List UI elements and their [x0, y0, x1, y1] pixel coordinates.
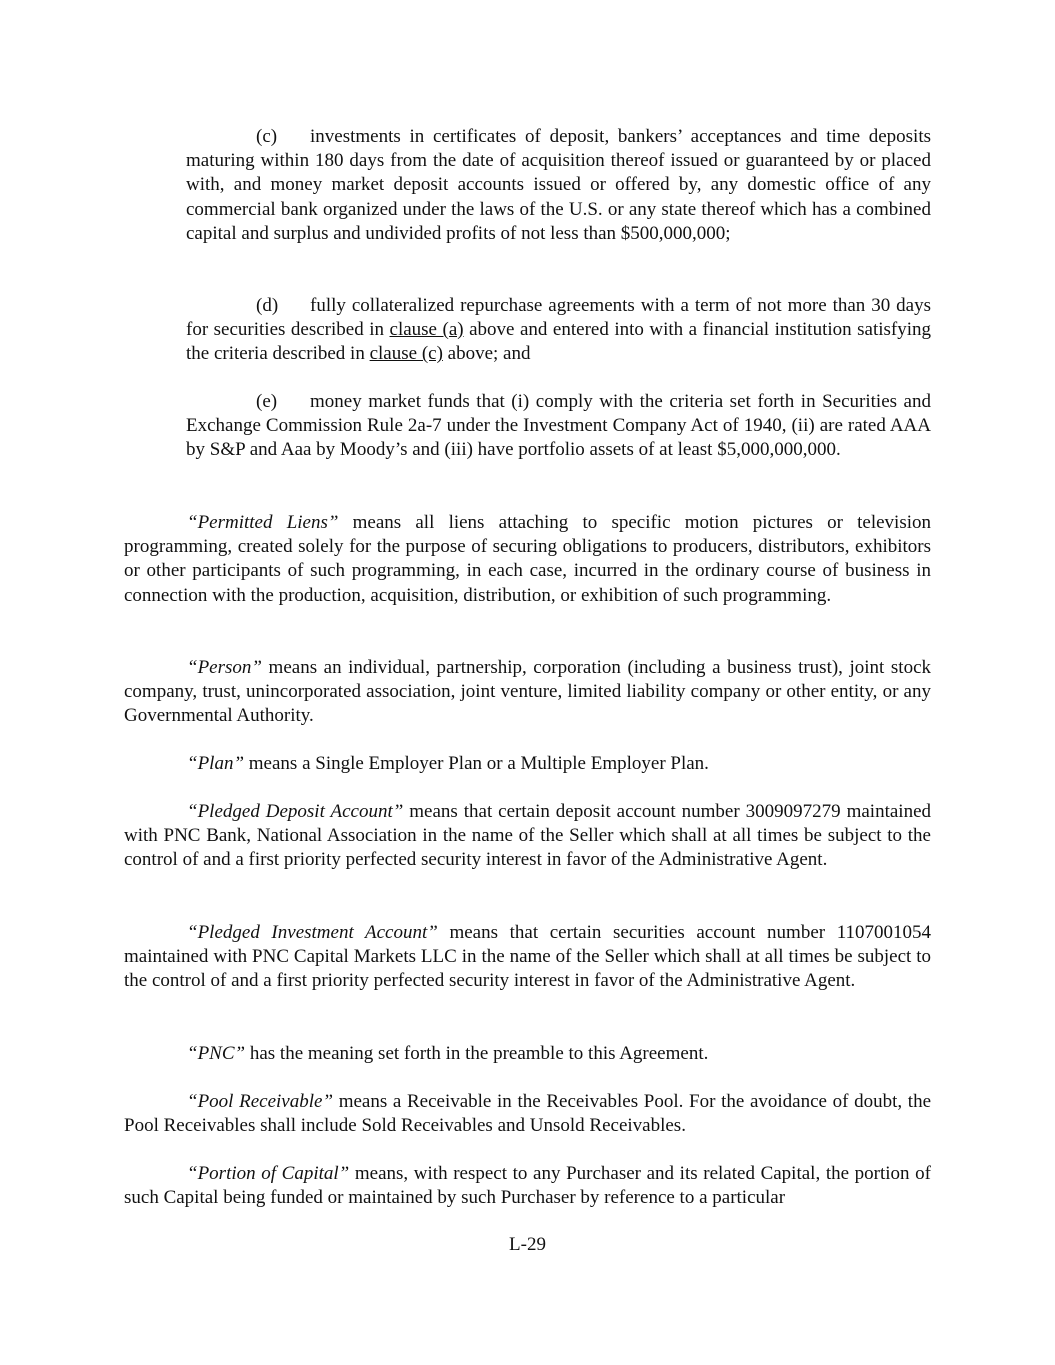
defined-term: “Person”: [187, 657, 262, 678]
definition-text: means all liens attaching to specific motion pictures or television programming, created solely for the purpose of securing obligations to producers, distributors, exhibitors or other participants of such programming, in each case, incurred in the ordinary course of business in connection with the production, acquisition, distribution, or exhibition of such programming.: [124, 512, 932, 606]
definition-text: means a Receivable in the Receivables Pool. For the avoidance of doubt, the Pool Receivables shall include Sold Receivables and Unsold Receivables.: [124, 1091, 932, 1137]
defined-term: “Pledged Investment Account”: [187, 922, 438, 943]
subclause-d-text-2: above and entered into with a financial institution satisfying the criteria described in: [186, 319, 932, 365]
subclause-e: [186, 390, 931, 463]
definition-pledged-investment-account: [124, 921, 931, 994]
definition-text: has the meaning set forth in the preamble to this Agreement.: [249, 1043, 709, 1064]
definition-plan: [124, 752, 931, 776]
page-number: L-29: [509, 1234, 546, 1255]
subclause-d-text-1: fully collateralized repurchase agreements with a term of not more than 30 days for securities described in: [186, 295, 931, 341]
defined-term: “Portion of Capital”: [187, 1163, 350, 1184]
subclause-d: [186, 294, 931, 367]
subclause-c-text: investments in certificates of deposit, bankers’ acceptances and time deposits maturing within 180 days from the date of acquisition thereof issued or guaranteed by or placed with, and money market deposit accounts issued or offered by, any domestic office of any commercial bank organized under the laws of the U.S. or any state thereof which has a combined capital and surplus and undivided profits of not less than $500,000,000;: [186, 126, 931, 244]
subclause-c: [186, 125, 931, 246]
definition-text: means an individual, partnership, corporation (including a business trust), joint stock company, trust, unincorporated association, joint venture, limited liability company or other entity, or any Governmental Authority.: [124, 657, 932, 727]
defined-term: “Permitted Liens”: [187, 512, 339, 533]
definition-text: means, with respect to any Purchaser and its related Capital, the portion of such Capital being funded or maintained by such Purchaser by reference to a particular: [124, 1163, 931, 1209]
definition-text: means that certain securities account number 1107001054 maintained with PNC Capital Markets LLC in the name of the Seller which shall at all times be subject to the control of and a first priority perfected security interest in favor of the Administrative Agent.: [124, 922, 932, 992]
definition-pool-receivable: [124, 1090, 931, 1138]
defined-term: “Pool Receivable”: [187, 1091, 334, 1112]
clause-a-reference: clause (a): [389, 319, 464, 341]
subclause-c-marker: (c): [256, 126, 278, 147]
clause-c-reference: clause (c): [369, 343, 443, 365]
subclause-e-marker: (e): [256, 391, 278, 412]
definition-pnc: [124, 1042, 931, 1066]
defined-term: “Plan”: [187, 753, 245, 774]
defined-term: “PNC”: [187, 1043, 246, 1064]
definition-portion-of-capital: [124, 1162, 931, 1210]
subclause-e-text: money market funds that (i) comply with the criteria set forth in Securities and Exchange Commission Rule 2a-7 under the Investment Company Act of 1940, (ii) are rated AAA by S&P and Aaa by Moody’s and (iii) have portfolio assets of at least $5,000,000,000.: [186, 391, 931, 461]
definition-pledged-deposit-account: [124, 800, 931, 873]
subclause-d-text-3: above; and: [447, 343, 531, 365]
definition-permitted-liens: [124, 511, 931, 608]
definition-text: means that certain deposit account number 3009097279 maintained with PNC Bank, National Association in the name of the Seller which shall at all times be subject to the control of and a first priority perfected security interest in favor of the Administrative Agent.: [124, 801, 931, 871]
definition-person: [124, 656, 931, 729]
subclause-d-marker: (d): [256, 295, 279, 316]
defined-term: “Pledged Deposit Account”: [187, 801, 404, 822]
definition-text: means a Single Employer Plan or a Multiple Employer Plan.: [248, 753, 709, 774]
